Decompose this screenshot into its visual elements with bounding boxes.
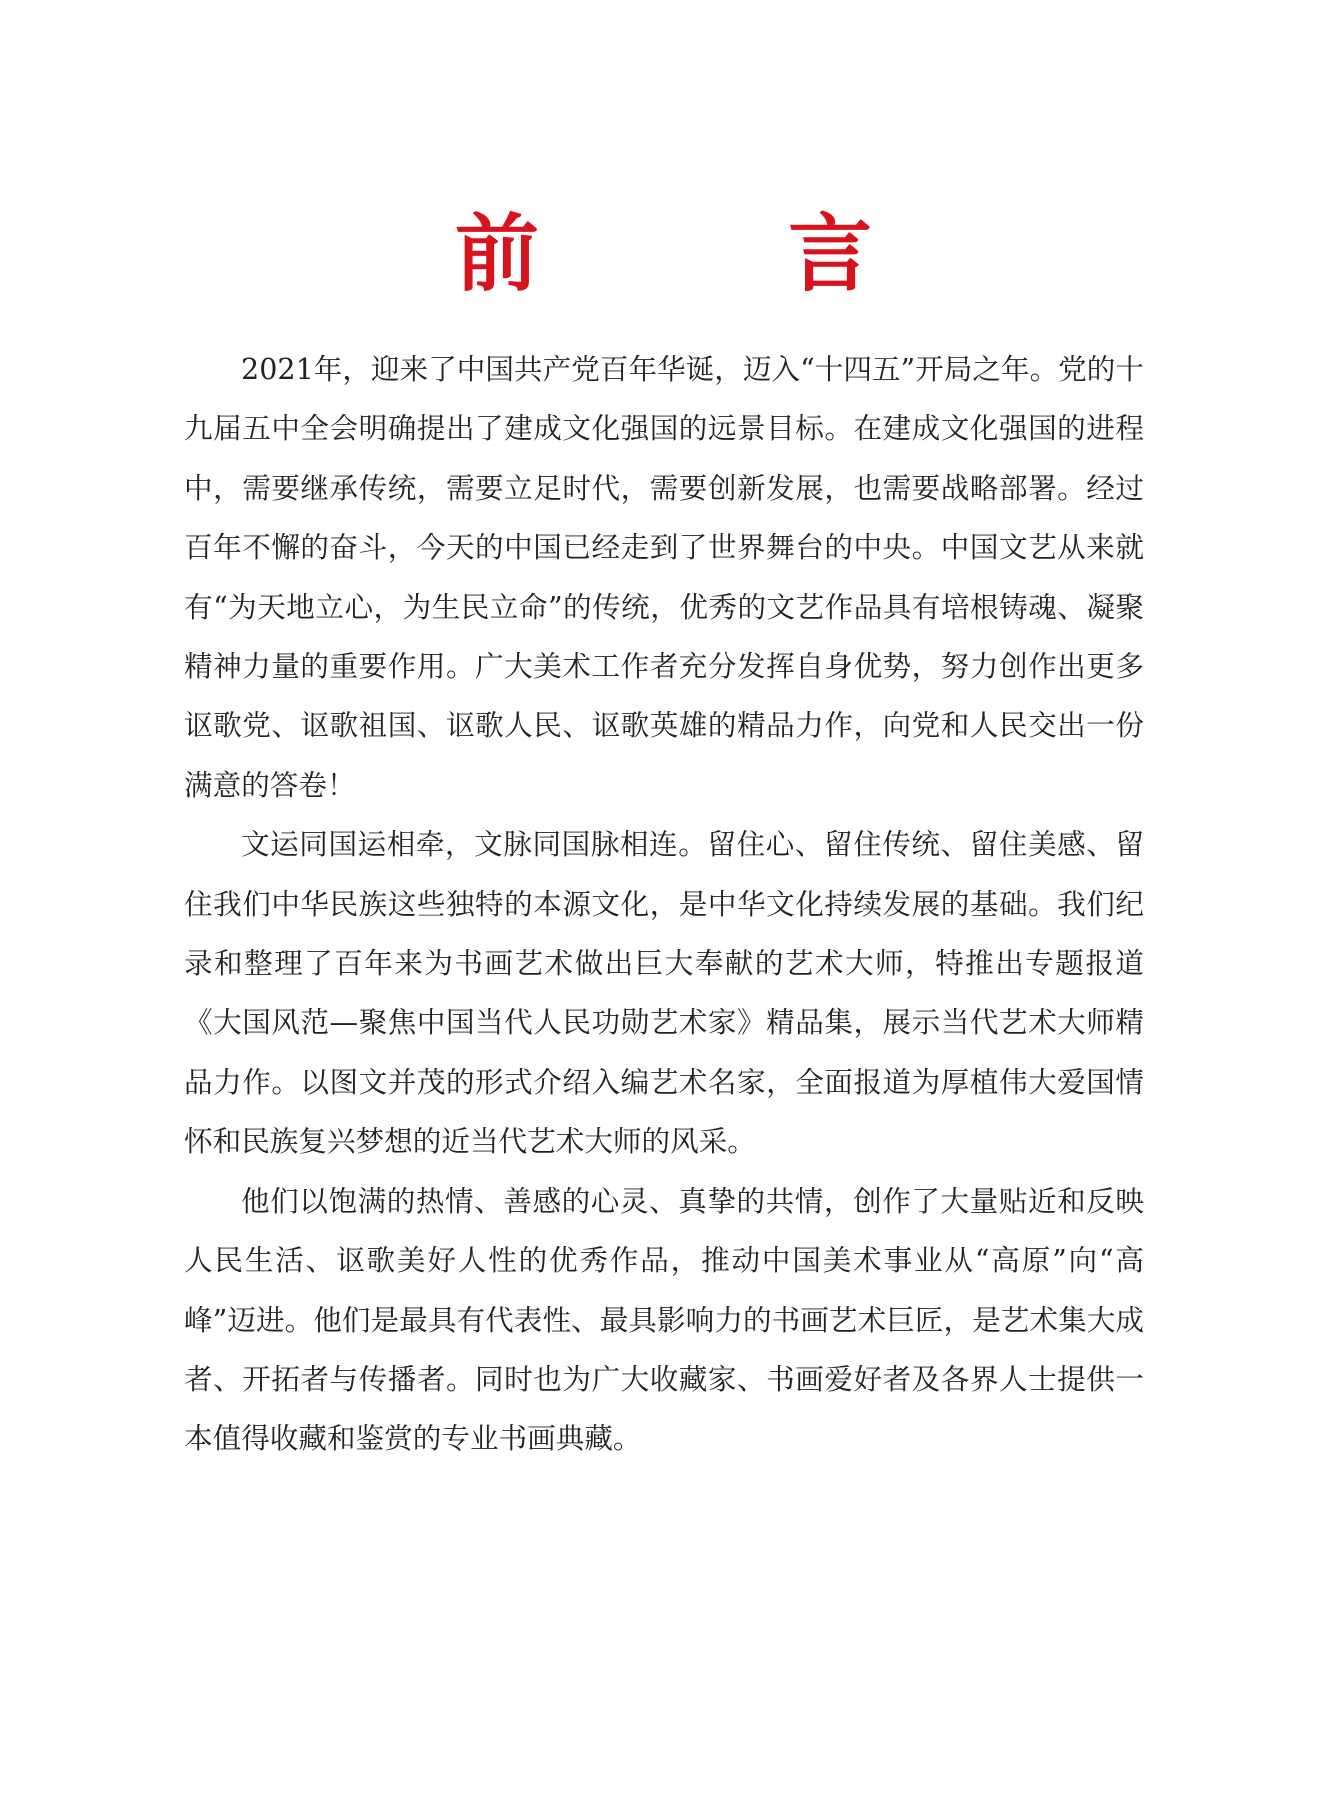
paragraph-3: 他们以饱满的热情、善感的心灵、真挚的共情，创作了大量贴近和反映人民生活、讴歌美好人性的优秀作品，推动中国美术事业从“高原”向“高峰”迈进。他们是最具有代表性、最具影响力的书画艺术巨匠，是艺术集大成者、开拓者与传播者。同时也为广大收藏家、书画爱好者及各界人士提供一本值得收藏和鉴赏的专业书画典藏。 [184, 1183, 1144, 1456]
paragraph-1: 2021年，迎来了中国共产党百年华诞，迈入“十四五”开局之年。党的十九届五中全会明确提出了建成文化强国的远景目标。在建成文化强国的进程中，需要继承传统，需要立足时代，需要创新发展，也需要战略部署。经过百年不懈的奋斗，今天的中国已经走到了世界舞台的中央。中国文艺从来就有“为天地立心，为生民立命”的传统，优秀的文艺作品具有培根铸魂、凝聚精神力量的重要作用。广大美术工作者充分发挥自身优势，努力创作出更多讴歌党、讴歌祖国、讴歌人民、讴歌英雄的精品力作，向党和人民交出一份满意的答卷！ [184, 352, 1144, 802]
paragraph-2: 文运同国运相牵，文脉同国脉相连。留住心、留住传统、留住美感、留住我们中华民族这些独特的本源文化，是中华文化持续发展的基础。我们纪录和整理了百年来为书画艺术做出巨大奉献的艺术大师，特推出专题报道《大国风范—聚焦中国当代人民功勋艺术家》精品集，展示当代艺术大师精品力作。以图文并茂的形式介绍入编艺术名家，全面报道为厚植伟大爱国情怀和民族复兴梦想的近当代艺术大师的风采。 [184, 827, 1144, 1159]
preface-body [184, 340, 1144, 1469]
page-title: 前 言 [454, 204, 983, 303]
